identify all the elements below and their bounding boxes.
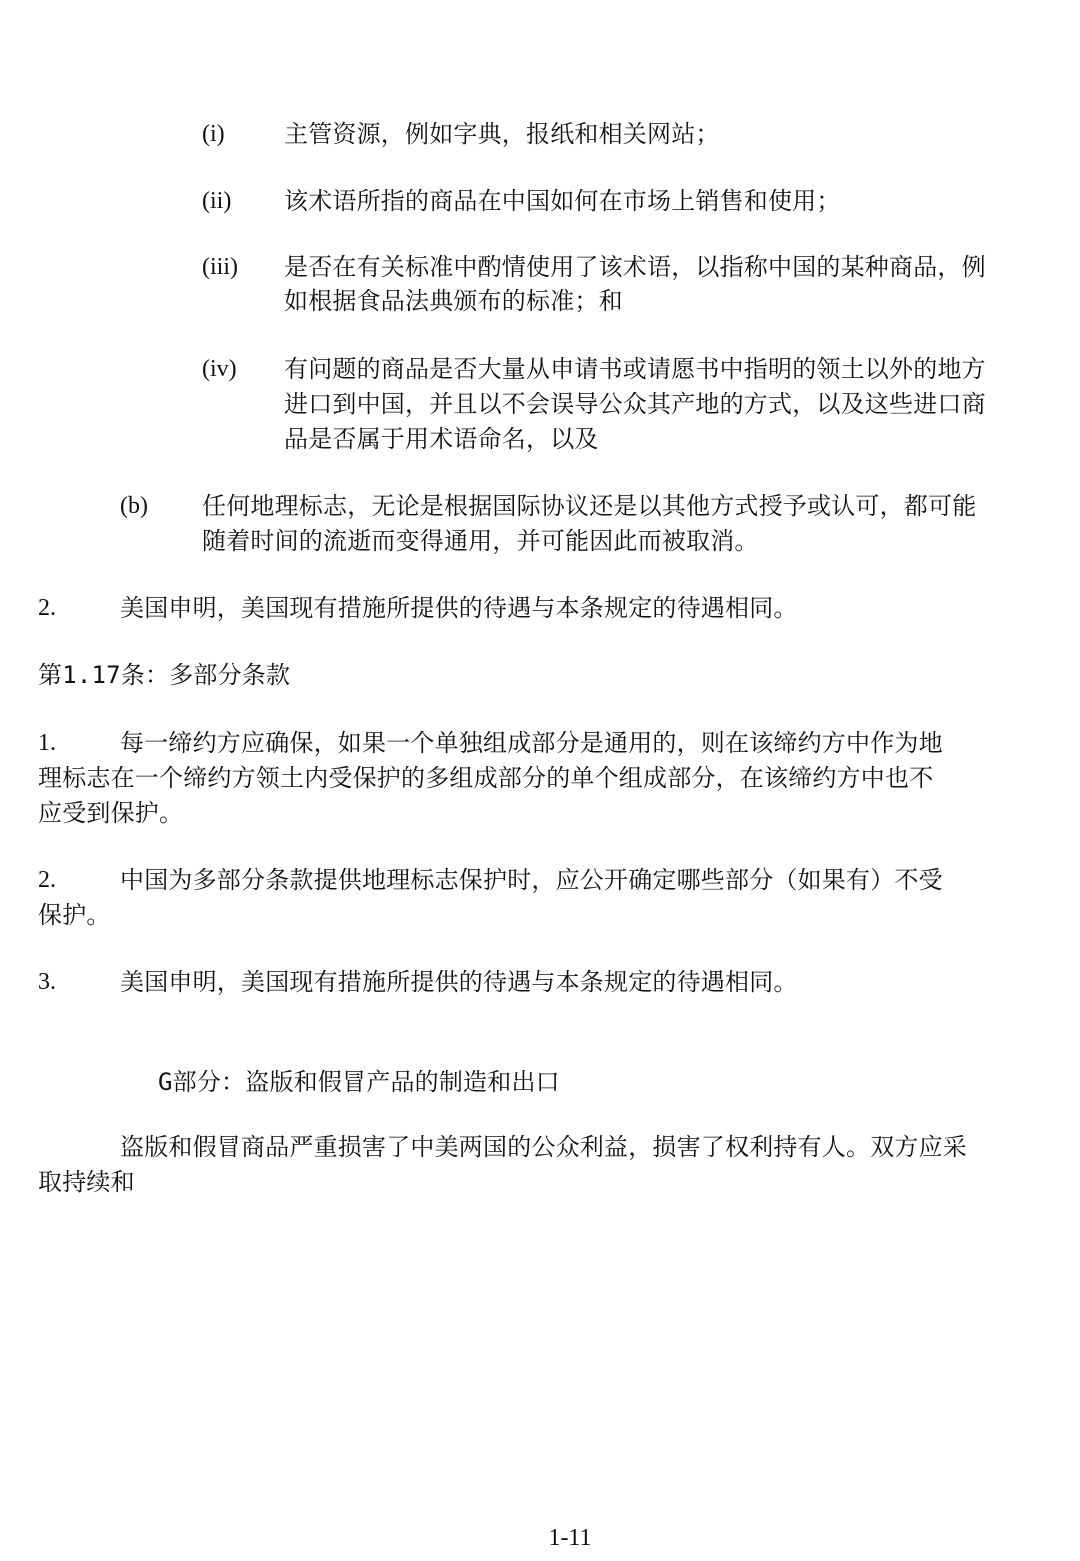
section-g-title: 部分：盗版和假冒产品的制造和出口	[172, 1068, 560, 1096]
article-para-marker-3: 3.	[38, 969, 56, 995]
article-para-1-line-2: 理标志在一个缔约方领土内受保护的多组成部分的单个组成部分，在该缔约方中也不	[38, 764, 934, 792]
para-marker-2-top: 2.	[38, 595, 56, 621]
list-item-b-line-2: 随着时间的流逝而变得通用，并可能因此而被取消。	[202, 527, 759, 555]
article-heading-number: 1.17	[62, 661, 121, 689]
list-item-i-line-1: 主管资源，例如字典，报纸和相关网站；	[284, 120, 720, 148]
article-para-2-line-2: 保护。	[38, 901, 111, 929]
article-para-3-line-1: 美国申明，美国现有措施所提供的待遇与本条规定的待遇相同。	[120, 968, 798, 996]
list-marker-b: (b)	[120, 493, 148, 519]
section-g-heading	[158, 1065, 560, 1099]
list-item-iv-line-3: 品是否属于用术语命名，以及	[284, 425, 599, 453]
article-para-1-line-3: 应受到保护。	[38, 799, 184, 827]
article-para-1-line-1: 每一缔约方应确保，如果一个单独组成部分是通用的，则在该缔约方中作为地	[120, 729, 943, 757]
page-number: 1-11	[548, 1525, 592, 1551]
para-2-top-text: 美国申明，美国现有措施所提供的待遇与本条规定的待遇相同。	[120, 594, 798, 622]
article-heading-suffix: 条：多部分条款	[120, 661, 291, 689]
list-item-iii-line-1: 是否在有关标准中酌情使用了该术语，以指称中国的某种商品，例	[284, 253, 986, 281]
list-item-iii-line-2: 如根据食品法典颁布的标准；和	[284, 287, 623, 315]
list-item-iv-line-2: 进口到中国，并且以不会误导公众其产地的方式，以及这些进口商	[284, 390, 986, 418]
list-marker-i: (i)	[202, 121, 225, 147]
list-item-iv-line-1: 有问题的商品是否大量从申请书或请愿书中指明的领土以外的地方	[284, 355, 986, 383]
list-marker-iii: (iii)	[202, 254, 238, 280]
article-para-2-line-1: 中国为多部分条款提供地理标志保护时，应公开确定哪些部分（如果有）不受	[120, 866, 943, 894]
section-g-para-line-1: 盗版和假冒商品严重损害了中美两国的公众利益，损害了权利持有人。双方应采	[120, 1133, 967, 1161]
article-para-marker-1: 1.	[38, 730, 56, 756]
article-heading	[38, 658, 290, 692]
article-para-marker-2: 2.	[38, 867, 56, 893]
list-item-ii-line-1: 该术语所指的商品在中国如何在市场上销售和使用；	[284, 187, 841, 215]
section-g-letter: G	[158, 1068, 173, 1096]
section-g-para-line-2: 取持续和	[38, 1168, 135, 1196]
list-item-b-line-1: 任何地理标志，无论是根据国际协议还是以其他方式授予或认可，都可能	[202, 492, 977, 520]
article-heading-prefix: 第	[38, 661, 63, 689]
list-marker-ii: (ii)	[202, 188, 232, 214]
list-marker-iv: (iv)	[202, 356, 237, 382]
